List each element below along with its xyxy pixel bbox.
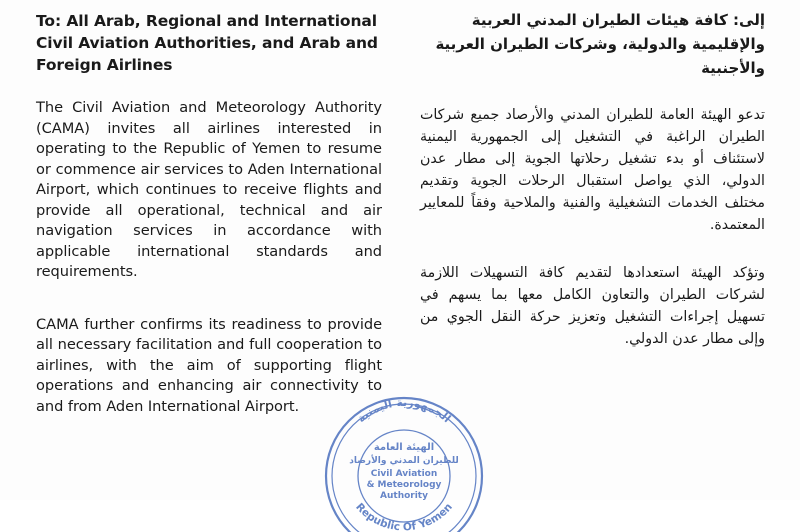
- stamp-english-line-2: & Meteorology: [366, 480, 442, 490]
- stamp-english-line-3: Authority: [380, 491, 428, 501]
- stamp-inner-ring: [332, 404, 476, 532]
- stamp-arabic-line-1: الهيئة العامة: [373, 442, 435, 453]
- english-paragraph-2: CAMA further confirms its readiness to provide all necessary facilitation and full cooperation to airlines, with the aim of supporting flight operations and enhancing air connectivity to and from Aden International Airport.: [36, 315, 382, 415]
- stamp-arabic-line-2: للطيران المدني والأرصاد: [349, 456, 459, 466]
- stamp-english-bottom: Republic Of Yemen: [353, 500, 455, 532]
- english-heading: To: All Arab, Regional and International Civil Aviation Authorities, and Arab and Foreign Airlines: [36, 12, 378, 74]
- english-paragraph-1: The Civil Aviation and Meteorology Authority (CAMA) invites all airlines interested in operating to the Republic of Yemen to resume or commence air services to Aden International Airport, which continues to receive flights and provide all operational, technical and air navigation services in accordance with applicable international standards and requirements.: [36, 99, 382, 280]
- official-stamp-icon: [304, 372, 504, 532]
- arabic-column: [420, 8, 765, 376]
- stamp-english-line-1: Civil Aviation: [370, 469, 438, 479]
- stamp-arabic-top: الجمهورية اليمنية: [354, 395, 454, 426]
- arabic-heading: إلى: كافة هيئات الطيران المدني العربية والإقليمية والدولية، وشركات الطيران العربية والأجنبية: [435, 11, 765, 77]
- svg-text:الجمهورية اليمنية: [355, 396, 453, 425]
- arabic-paragraph-1: تدعو الهيئة العامة للطيران المدني والأرصاد جميع شركات الطيران الراغبة في التشغيل إلى الجمهورية اليمنية لاستئناف أو بدء تشغيل رحلاتها الجوية إلى مطار عدن الدولي، الذي يواصل استقبال الرحلات الجوية وتقديم مختلف الخدمات التشغيلية والفنية والملاحية وفقاً للمعايير المعتمدة.: [420, 107, 765, 233]
- arabic-paragraph-2: وتؤكد الهيئة استعدادها لتقديم كافة التسهيلات اللازمة لشركات الطيران والتعاون الكامل معها بما يسهم في تسهيل إجراءات التشغيل وتعزيز حركة النقل الجوي من وإلى مطار عدن الدولي.: [420, 265, 765, 347]
